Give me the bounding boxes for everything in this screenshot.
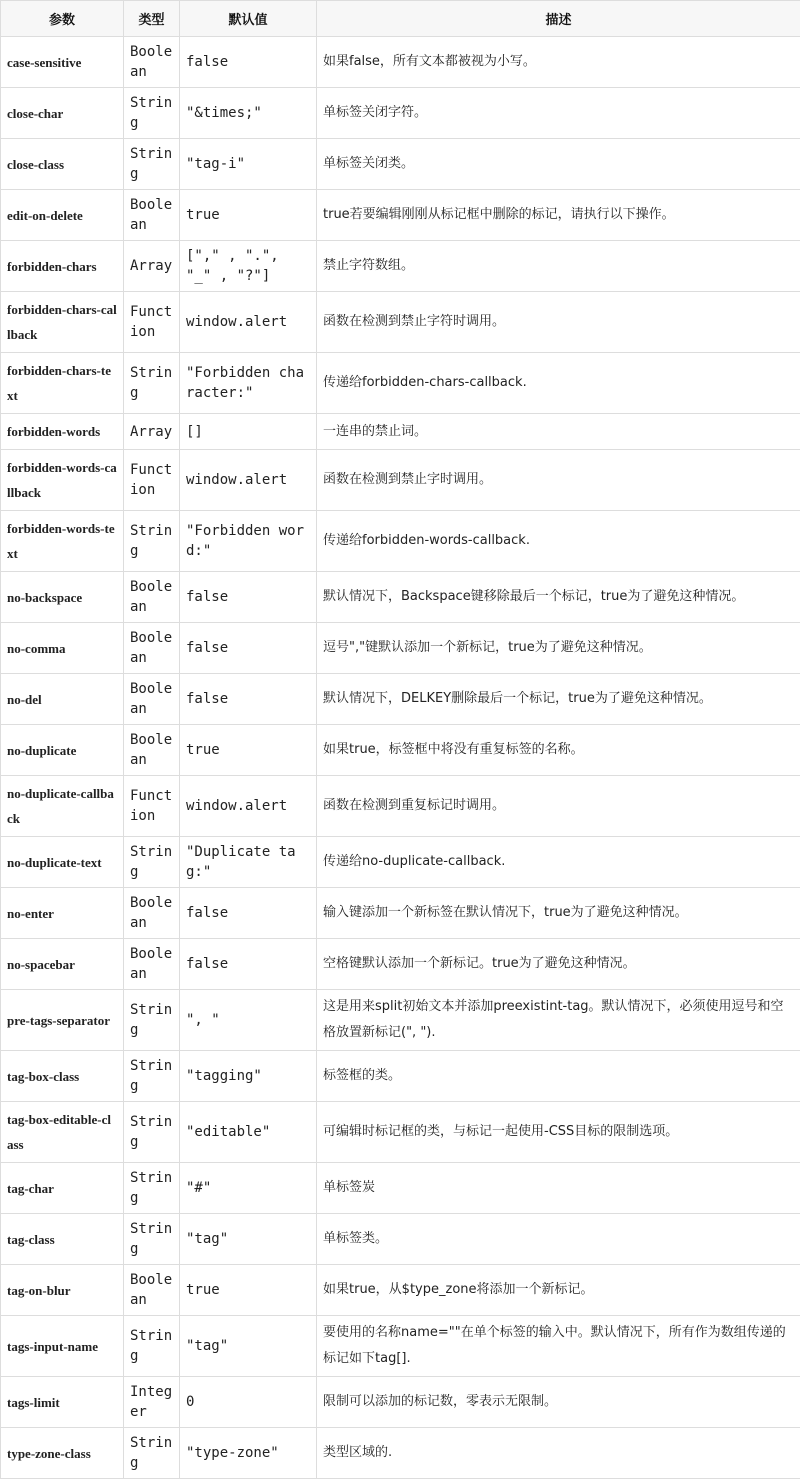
param-description: 逗号","键默认添加一个新标记，true为了避免这种情况。: [317, 623, 800, 674]
param-description: 函数在检测到禁止字时调用。: [317, 450, 800, 511]
table-row: [1, 353, 800, 414]
param-default: window.alert: [180, 292, 317, 353]
param-default: false: [180, 572, 317, 623]
param-description: 一连串的禁止词。: [317, 414, 800, 450]
param-description: 传递给forbidden-chars-callback.: [317, 353, 800, 414]
param-type: String: [124, 1214, 180, 1265]
param-default: window.alert: [180, 776, 317, 837]
table-header-row: [1, 1, 800, 37]
param-default: "&times;": [180, 88, 317, 139]
table-row: [1, 511, 800, 572]
param-name: tag-class: [1, 1214, 124, 1265]
param-default: "#": [180, 1163, 317, 1214]
param-type: String: [124, 1316, 180, 1377]
param-description: 默认情况下，DELKEY删除最后一个标记，true为了避免这种情况。: [317, 674, 800, 725]
param-description: 限制可以添加的标记数，零表示无限制。: [317, 1377, 800, 1428]
param-name: pre-tags-separator: [1, 990, 124, 1051]
param-name: forbidden-words-text: [1, 511, 124, 572]
param-description: 类型区域的.: [317, 1428, 800, 1479]
param-name: no-del: [1, 674, 124, 725]
param-default: true: [180, 725, 317, 776]
param-description: 单标签关闭字符。: [317, 88, 800, 139]
param-type: String: [124, 88, 180, 139]
param-default: "Forbidden character:": [180, 353, 317, 414]
param-type: String: [124, 990, 180, 1051]
param-name: tag-char: [1, 1163, 124, 1214]
param-default: ", ": [180, 990, 317, 1051]
param-default: false: [180, 939, 317, 990]
table-row: [1, 1102, 800, 1163]
param-type: String: [124, 353, 180, 414]
param-name: no-duplicate-callback: [1, 776, 124, 837]
table-row: [1, 450, 800, 511]
param-name: no-comma: [1, 623, 124, 674]
param-description: 禁止字符数组。: [317, 241, 800, 292]
param-default: "tagging": [180, 1051, 317, 1102]
param-default: window.alert: [180, 450, 317, 511]
param-default: "tag": [180, 1214, 317, 1265]
param-description: 默认情况下，Backspace键移除最后一个标记，true为了避免这种情况。: [317, 572, 800, 623]
param-default: "Forbidden word:": [180, 511, 317, 572]
param-description: 空格键默认添加一个新标记。true为了避免这种情况。: [317, 939, 800, 990]
param-name: type-zone-class: [1, 1428, 124, 1479]
param-name: tags-limit: [1, 1377, 124, 1428]
param-name: no-enter: [1, 888, 124, 939]
table-row: [1, 837, 800, 888]
table-row: [1, 241, 800, 292]
param-type: String: [124, 837, 180, 888]
param-type: Boolean: [124, 1265, 180, 1316]
param-default: true: [180, 1265, 317, 1316]
param-name: tag-box-class: [1, 1051, 124, 1102]
param-type: Function: [124, 450, 180, 511]
table-row: [1, 623, 800, 674]
param-default: false: [180, 37, 317, 88]
param-name: forbidden-words: [1, 414, 124, 450]
param-description: 单标签类。: [317, 1214, 800, 1265]
param-type: Boolean: [124, 572, 180, 623]
header-param: 参数: [1, 1, 124, 37]
param-name: case-sensitive: [1, 37, 124, 88]
param-name: no-duplicate: [1, 725, 124, 776]
param-default: ["," , ".", "_" , "?"]: [180, 241, 317, 292]
param-type: String: [124, 1163, 180, 1214]
param-name: forbidden-chars-callback: [1, 292, 124, 353]
param-name: tag-box-editable-class: [1, 1102, 124, 1163]
param-description: 如果true，从$type_zone将添加一个新标记。: [317, 1265, 800, 1316]
table-row: [1, 990, 800, 1051]
table-row: [1, 572, 800, 623]
param-description: 传递给no-duplicate-callback.: [317, 837, 800, 888]
param-type: Array: [124, 241, 180, 292]
param-name: no-duplicate-text: [1, 837, 124, 888]
header-default: 默认值: [180, 1, 317, 37]
table-row: [1, 939, 800, 990]
param-description: 输入键添加一个新标签在默认情况下，true为了避免这种情况。: [317, 888, 800, 939]
param-default: "tag-i": [180, 139, 317, 190]
param-type: Boolean: [124, 888, 180, 939]
param-type: Function: [124, 292, 180, 353]
table-row: [1, 1265, 800, 1316]
table-row: [1, 37, 800, 88]
param-description: 如果false，所有文本都被视为小写。: [317, 37, 800, 88]
param-default: "type-zone": [180, 1428, 317, 1479]
param-description: 单标签关闭类。: [317, 139, 800, 190]
param-description: 这是用来split初始文本并添加preexistint-tag。默认情况下，必须使用逗号和空格放置新标记(", ").: [317, 990, 800, 1051]
table-row: [1, 1051, 800, 1102]
param-description: 单标签炭: [317, 1163, 800, 1214]
param-name: close-char: [1, 88, 124, 139]
table-row: [1, 776, 800, 837]
param-name: no-backspace: [1, 572, 124, 623]
table-row: [1, 888, 800, 939]
param-description: 标签框的类。: [317, 1051, 800, 1102]
param-default: "Duplicate tag:": [180, 837, 317, 888]
param-description: 函数在检测到禁止字符时调用。: [317, 292, 800, 353]
param-name: tag-on-blur: [1, 1265, 124, 1316]
param-description: 要使用的名称name=""在单个标签的输入中。默认情况下，所有作为数组传递的标记如下tag[].: [317, 1316, 800, 1377]
table-row: [1, 1428, 800, 1479]
param-type: Boolean: [124, 725, 180, 776]
param-type: String: [124, 1102, 180, 1163]
table-row: [1, 1214, 800, 1265]
table-row: [1, 1163, 800, 1214]
param-type: Boolean: [124, 623, 180, 674]
param-description: 函数在检测到重复标记时调用。: [317, 776, 800, 837]
param-name: close-class: [1, 139, 124, 190]
param-name: edit-on-delete: [1, 190, 124, 241]
table-row: [1, 674, 800, 725]
table-row: [1, 88, 800, 139]
param-name: forbidden-words-callback: [1, 450, 124, 511]
param-description: true若要编辑刚刚从标记框中删除的标记，请执行以下操作。: [317, 190, 800, 241]
param-default: true: [180, 190, 317, 241]
param-name: forbidden-chars-text: [1, 353, 124, 414]
table-row: [1, 1316, 800, 1377]
header-description: 描述: [317, 1, 800, 37]
param-description: 如果true，标签框中将没有重复标签的名称。: [317, 725, 800, 776]
param-type: Integer: [124, 1377, 180, 1428]
param-default: false: [180, 888, 317, 939]
param-name: tags-input-name: [1, 1316, 124, 1377]
table-row: [1, 139, 800, 190]
param-type: String: [124, 1428, 180, 1479]
param-name: no-spacebar: [1, 939, 124, 990]
param-type: Boolean: [124, 939, 180, 990]
param-type: Boolean: [124, 190, 180, 241]
param-description: 可编辑时标记框的类，与标记一起使用-CSS目标的限制选项。: [317, 1102, 800, 1163]
param-description: 传递给forbidden-words-callback.: [317, 511, 800, 572]
param-default: 0: [180, 1377, 317, 1428]
param-default: "tag": [180, 1316, 317, 1377]
table-row: [1, 190, 800, 241]
param-type: Boolean: [124, 37, 180, 88]
param-type: String: [124, 1051, 180, 1102]
param-type: Boolean: [124, 674, 180, 725]
param-type: String: [124, 139, 180, 190]
header-type: 类型: [124, 1, 180, 37]
table-row: [1, 1377, 800, 1428]
param-name: forbidden-chars: [1, 241, 124, 292]
table-row: [1, 725, 800, 776]
param-default: []: [180, 414, 317, 450]
param-default: "editable": [180, 1102, 317, 1163]
table-row: [1, 414, 800, 450]
param-type: Function: [124, 776, 180, 837]
table-row: [1, 292, 800, 353]
param-default: false: [180, 623, 317, 674]
param-type: Array: [124, 414, 180, 450]
param-default: false: [180, 674, 317, 725]
param-type: String: [124, 511, 180, 572]
